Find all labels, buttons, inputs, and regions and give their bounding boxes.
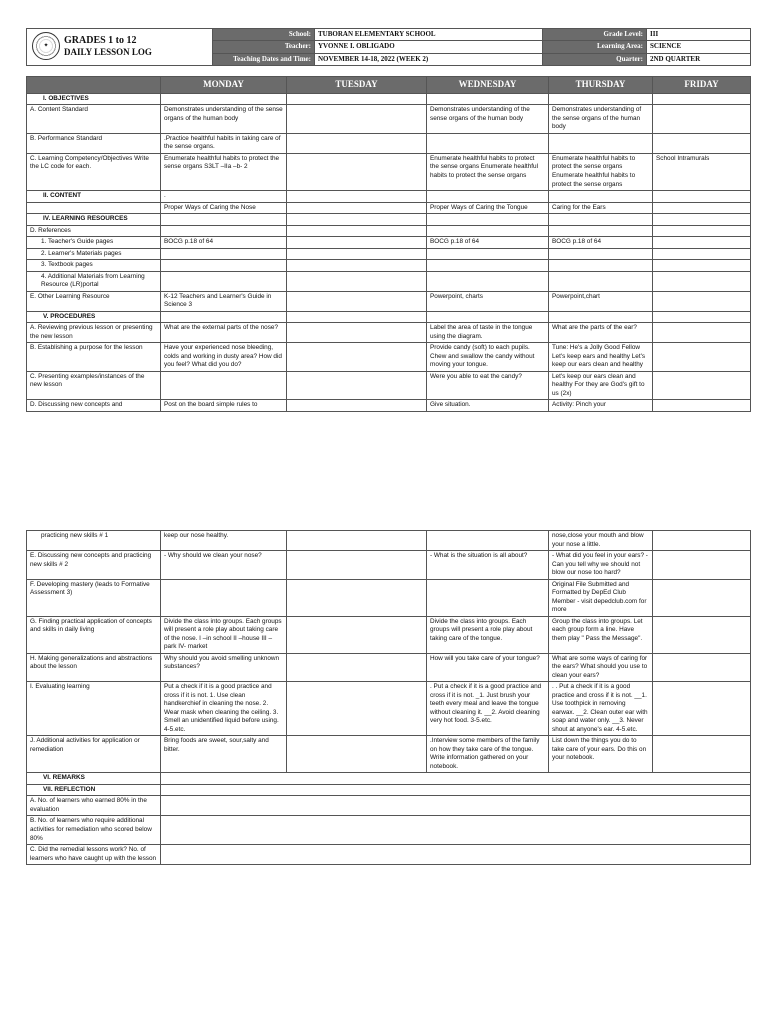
cell-friday (653, 343, 751, 372)
row-label: D. References (27, 225, 161, 237)
cell-monday: BOCG p.18 of 64 (161, 237, 287, 249)
cell-thursday: BOCG p.18 of 64 (549, 237, 653, 249)
cell-monday (161, 214, 287, 226)
cell-monday: Put a check if it is a good practice and cross if it is not. 1. Use clean handkerchief in cleaning the nose. 2. Wear mask when cleaning the ceiling. 3. Smell an unidentified liquid before using. 4-5.etc. (161, 682, 287, 736)
table-row (27, 225, 751, 237)
cell-thursday: nose,close your mouth and blow your nose a little. (549, 531, 653, 551)
cell-tuesday (287, 653, 427, 682)
cell-wednesday: How will you take care of your tongue? (427, 653, 549, 682)
teacher-value: YVONNE I. OBLIGADO (315, 41, 543, 53)
table-row (27, 796, 751, 816)
cell-wednesday (427, 191, 549, 203)
row-label: VI. REMARKS (27, 773, 161, 785)
row-label: V. PROCEDURES (27, 311, 161, 323)
cell-wednesday: Enumerate healthful habits to protect the sense organs Enumerate healthful habits to protect the sense organs (427, 153, 549, 190)
table-row (27, 736, 751, 773)
row-label: 3. Textbook pages (27, 260, 161, 272)
page-two (26, 530, 750, 865)
cell-tuesday (287, 248, 427, 260)
cell-wednesday: .Interview some members of the family on how they take care of the tongue. Write information gathered on your notebook. (427, 736, 549, 773)
table-row (27, 260, 751, 272)
row-label: A. No. of learners who earned 80% in the evaluation (27, 796, 161, 816)
cell-thursday (549, 133, 653, 153)
row-label: D. Discussing new concepts and (27, 400, 161, 412)
header-table (26, 28, 751, 66)
table-row (27, 271, 751, 291)
cell-friday (653, 400, 751, 412)
cell-wednesday: Provide candy (soft) to each pupils. Chew and swallow the candy without moving your tongue. (427, 343, 549, 372)
cell-thursday: Enumerate healthful habits to protect the sense organs Enumerate healthful habits to protect the sense organs (549, 153, 653, 190)
table-row (27, 773, 751, 785)
cell-tuesday (287, 323, 427, 343)
cell-wednesday (427, 531, 549, 551)
dates-label: Teaching Dates and Time: (213, 53, 315, 65)
row-label: H. Making generalizations and abstractions about the lesson (27, 653, 161, 682)
row-label: F. Developing mastery (leads to Formative Assessment 3) (27, 579, 161, 616)
cell-thursday: What are the parts of the ear? (549, 323, 653, 343)
table-row (27, 153, 751, 190)
row-label: C. Presenting examples/instances of the new lesson (27, 371, 161, 400)
cell-wednesday (427, 579, 549, 616)
cell-wednesday: Were you able to eat the candy? (427, 371, 549, 400)
table-row (27, 214, 751, 226)
row-label: IV. LEARNING RESOURCES (27, 214, 161, 226)
school-label: School: (213, 29, 315, 41)
table-row (27, 579, 751, 616)
table-row (27, 133, 751, 153)
cell-friday (653, 237, 751, 249)
table-row (27, 845, 751, 865)
cell-wednesday: Proper Ways of Caring the Tongue (427, 202, 549, 214)
cell-friday (653, 202, 751, 214)
cell-tuesday (287, 682, 427, 736)
table-row (27, 784, 751, 796)
table-row (27, 105, 751, 134)
row-label: B. Establishing a purpose for the lesson (27, 343, 161, 372)
cell-tuesday (287, 133, 427, 153)
row-label: C. Did the remedial lessons work? No. of learners who have caught up with the lesson (27, 845, 161, 865)
cell-thursday: Activity: Pinch your (549, 400, 653, 412)
cell-thursday (549, 311, 653, 323)
cell-friday (653, 248, 751, 260)
row-label: 4. Additional Materials from Learning Resource (LR)portal (27, 271, 161, 291)
cell-monday: . (161, 191, 287, 203)
cell-tuesday (287, 237, 427, 249)
row-label (27, 202, 161, 214)
row-label: B. Performance Standard (27, 133, 161, 153)
cell-friday (653, 616, 751, 653)
cell-monday: What are the external parts of the nose? (161, 323, 287, 343)
row-label: A. Content Standard (27, 105, 161, 134)
table-row (27, 816, 751, 845)
cell-tuesday (287, 400, 427, 412)
row-label: VII. REFLECTION (27, 784, 161, 796)
cell-tuesday (287, 291, 427, 311)
cell-tuesday (287, 343, 427, 372)
cell-friday (653, 311, 751, 323)
row-label: G. Finding practical application of concepts and skills in daily living (27, 616, 161, 653)
cell-thursday (549, 191, 653, 203)
cell-tuesday (287, 191, 427, 203)
cell-friday (653, 682, 751, 736)
dates-value: NOVEMBER 14-18, 2022 (WEEK 2) (315, 53, 543, 65)
cell-monday: Bring foods are sweet, sour,salty and bitter. (161, 736, 287, 773)
cell-tuesday (287, 371, 427, 400)
cell-thursday (549, 260, 653, 272)
table-row (27, 531, 751, 551)
table-row (27, 400, 751, 412)
cell-friday (653, 105, 751, 134)
cell-tuesday (287, 551, 427, 580)
cell-monday: Post on the board simple rules to (161, 400, 287, 412)
row-label: 1. Teacher's Guide pages (27, 237, 161, 249)
table-row (27, 248, 751, 260)
cell-monday (161, 260, 287, 272)
cell-tuesday (287, 311, 427, 323)
cell-monday: .Practice healthful habits in taking care of the sense organs. (161, 133, 287, 153)
lesson-table-page-1 (26, 76, 751, 412)
cell-tuesday (287, 579, 427, 616)
cell-tuesday (287, 202, 427, 214)
cell-friday (653, 225, 751, 237)
cell-friday (653, 736, 751, 773)
cell-monday: Demonstrates understanding of the sense organs of the human body (161, 105, 287, 134)
cell-thursday (549, 214, 653, 226)
cell-tuesday (287, 736, 427, 773)
cell-thursday (549, 248, 653, 260)
cell-monday (161, 271, 287, 291)
cell-wednesday (427, 133, 549, 153)
table-row (27, 653, 751, 682)
school-value: TUBORAN ELEMENTARY SCHOOL (315, 29, 543, 41)
row-label: E. Discussing new concepts and practicing new skills # 2 (27, 551, 161, 580)
cell-thursday: Tune: He's a Jolly Good Fellow Let's keep ears and healthy Let's keep our ears clean and healthy (549, 343, 653, 372)
quarter-label: Quarter: (543, 53, 647, 65)
cell-wednesday (427, 260, 549, 272)
day-header-friday: FRIDAY (653, 76, 751, 93)
cell-thursday (549, 225, 653, 237)
cell-monday (161, 248, 287, 260)
table-row (27, 202, 751, 214)
cell-thursday: Let's keep our ears clean and healthy For they are God's gift to us (2x) (549, 371, 653, 400)
row-label: A. Reviewing previous lesson or presenting the new lesson (27, 323, 161, 343)
row-label: E. Other Learning Resource (27, 291, 161, 311)
cell-friday (653, 93, 751, 105)
cell-monday: Divide the class into groups. Each groups will present a role play about taking care of the nose. I –in school II –house III –park IV- market (161, 616, 287, 653)
cell-friday (653, 323, 751, 343)
table-row (27, 93, 751, 105)
cell-wednesday (427, 248, 549, 260)
cell-friday (653, 214, 751, 226)
cell-thursday: - What did you feel in your ears? - Can you tell why we should not blow our nose too hard? (549, 551, 653, 580)
row-label: B. No. of learners who require additional activities for remediation who scored below 80% (27, 816, 161, 845)
cell-monday: keep our nose healthy. (161, 531, 287, 551)
cell-thursday (549, 93, 653, 105)
cell-tuesday (287, 271, 427, 291)
row-label: I. Evaluating learning (27, 682, 161, 736)
cell-wednesday (427, 93, 549, 105)
cell-thursday: Demonstrates understanding of the sense organs of the human body (549, 105, 653, 134)
page-one (26, 28, 750, 412)
cell-monday (161, 579, 287, 616)
cell-wednesday: Powerpoint, charts (427, 291, 549, 311)
table-row (27, 311, 751, 323)
row-label: J. Additional activities for application or remediation (27, 736, 161, 773)
cell-friday (653, 579, 751, 616)
table-row (27, 237, 751, 249)
cell-thursday: Original File Submitted and Formatted by DepEd Club Member - visit depedclub.com for more (549, 579, 653, 616)
cell-tuesday (287, 153, 427, 190)
table-row (27, 191, 751, 203)
cell-wednesday (427, 271, 549, 291)
teacher-label: Teacher: (213, 41, 315, 53)
day-header-monday: MONDAY (161, 76, 287, 93)
cell-wednesday: - What is the situation is all about? (427, 551, 549, 580)
deped-seal-icon: ✦ (32, 32, 60, 60)
table-row (27, 371, 751, 400)
day-header-tuesday: TUESDAY (287, 76, 427, 93)
cell-tuesday (287, 105, 427, 134)
table-row (27, 616, 751, 653)
cell-thursday: List down the things you do to take care of your ears. Do this on your notebook. (549, 736, 653, 773)
cell-friday (653, 260, 751, 272)
cell-friday (653, 371, 751, 400)
cell-friday (653, 133, 751, 153)
merged-cell (161, 816, 751, 845)
cell-tuesday (287, 531, 427, 551)
table-row (27, 291, 751, 311)
cell-monday: Have your experienced nose bleeding, colds and working in dusty area? How did you feel? What did you do? (161, 343, 287, 372)
cell-thursday: What are some ways of caring for the ears? What should you use to clean your ears? (549, 653, 653, 682)
cell-tuesday (287, 93, 427, 105)
row-label: practicing new skills # 1 (27, 531, 161, 551)
area-value: SCIENCE (647, 41, 751, 53)
row-label: C. Learning Competency/Objectives Write the LC code for each. (27, 153, 161, 190)
merged-cell (161, 773, 751, 785)
cell-monday: K-12 Teachers and Learner's Guide in Science 3 (161, 291, 287, 311)
cell-monday (161, 311, 287, 323)
grade-label: Grade Level: (543, 29, 647, 41)
cell-wednesday: . Put a check if it is a good practice and cross if it is not. _1. Just brush your teeth every meal and leave the tongue without cleaning it. __2. Avoid cleaning very hot food. 3-5.etc. (427, 682, 549, 736)
cell-wednesday (427, 214, 549, 226)
cell-monday: - Why should we clean your nose? (161, 551, 287, 580)
cell-friday (653, 551, 751, 580)
cell-monday: Why should you avoid smelling unknown substances? (161, 653, 287, 682)
cell-tuesday (287, 616, 427, 653)
cell-monday: Enumerate healthful habits to protect the sense organs S3LT –IIa –b- 2 (161, 153, 287, 190)
cell-wednesday: Give situation. (427, 400, 549, 412)
title-line-2: DAILY LESSON LOG (64, 46, 152, 57)
cell-tuesday (287, 260, 427, 272)
cell-wednesday: Demonstrates understanding of the sense organs of the human body (427, 105, 549, 134)
cell-friday (653, 191, 751, 203)
table-row (27, 323, 751, 343)
row-label: II. CONTENT (27, 191, 161, 203)
cell-friday (653, 291, 751, 311)
merged-cell (161, 784, 751, 796)
table-row (27, 551, 751, 580)
cell-thursday: Caring for the Ears (549, 202, 653, 214)
cell-wednesday: BOCG p.18 of 64 (427, 237, 549, 249)
merged-cell (161, 845, 751, 865)
cell-friday: School Intramurals (653, 153, 751, 190)
cell-thursday: Group the class into groups. Let each group form a line. Have them play " Pass the Message". (549, 616, 653, 653)
cell-wednesday (427, 225, 549, 237)
cell-friday (653, 531, 751, 551)
cell-tuesday (287, 225, 427, 237)
table-row (27, 343, 751, 372)
title-line-1: GRADES 1 to 12 (64, 35, 137, 47)
merged-cell (161, 796, 751, 816)
cell-thursday: . . Put a check if it is a good practice and cross if it is not. __1. Use toothpick in removing earwax. __2. Clean outer ear with soap and water only. __3. Never shout at anyone's ear. 4-5.etc. (549, 682, 653, 736)
area-label: Learning Area: (543, 41, 647, 53)
cell-tuesday (287, 214, 427, 226)
grade-value: III (647, 29, 751, 41)
quarter-value: 2ND QUARTER (647, 53, 751, 65)
cell-monday: Proper Ways of Caring the Nose (161, 202, 287, 214)
row-label: I. OBJECTIVES (27, 93, 161, 105)
day-header-wednesday: WEDNESDAY (427, 76, 549, 93)
cell-thursday (549, 271, 653, 291)
cell-wednesday: Divide the class into groups. Each groups will present a role play about taking care of the tongue. (427, 616, 549, 653)
cell-friday (653, 653, 751, 682)
cell-monday (161, 93, 287, 105)
cell-friday (653, 271, 751, 291)
corner-cell (27, 76, 161, 93)
cell-thursday: Powerpoint,chart (549, 291, 653, 311)
table-row (27, 682, 751, 736)
title-block (27, 29, 213, 66)
cell-wednesday (427, 311, 549, 323)
lesson-table-page-2 (26, 530, 751, 865)
cell-monday (161, 371, 287, 400)
row-label: 2. Learner's Materials pages (27, 248, 161, 260)
cell-wednesday: Label the area of taste in the tongue using the diagram. (427, 323, 549, 343)
day-header-thursday: THURSDAY (549, 76, 653, 93)
cell-monday (161, 225, 287, 237)
